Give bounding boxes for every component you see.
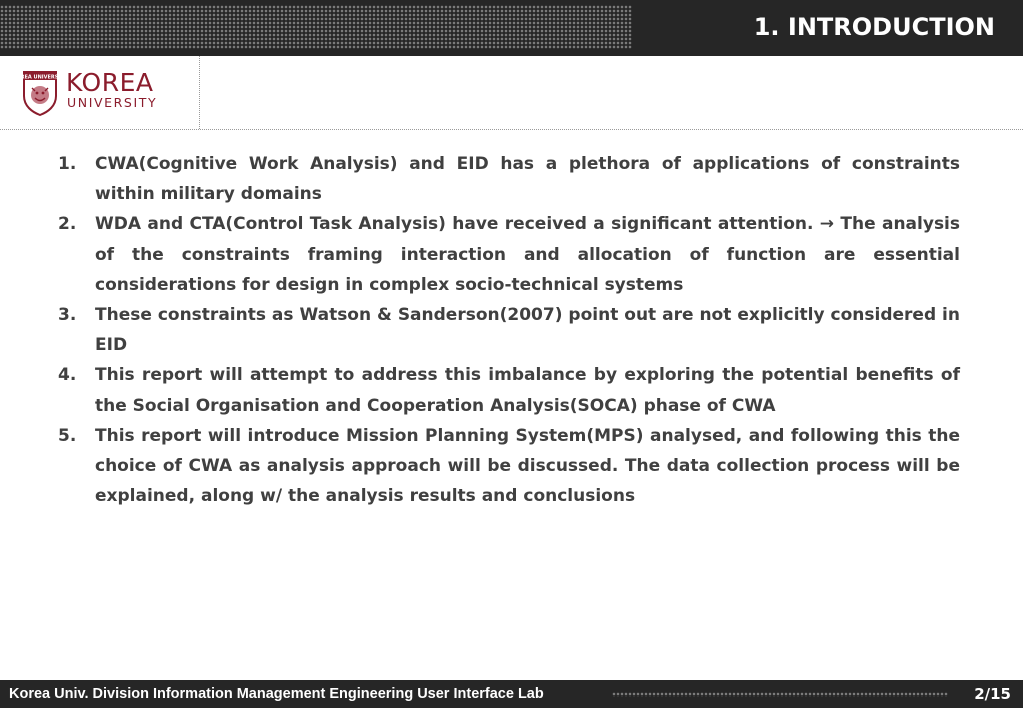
list-item-subtext: The analysis of the constraints framing interaction and allocation of function are essential considerations for design in complex socio-technical systems [95,214,961,295]
crest-text: KOREA UNIVERSITY [12,74,68,81]
list-item-number: 4. [58,365,77,386]
list-item-text: These constraints as Watson & Sanderson(2007) point out are not explicitly considered in EID [95,305,960,356]
footer-bar [0,680,1023,708]
dot-pattern-decoration [0,5,632,49]
introduction-list [58,149,960,511]
list-item-text: This report will attempt to address this imbalance by exploring the potential benefits of the Social Organisation and Cooperation Analysis(SOCA) phase of CWA [95,365,960,416]
list-item [58,421,960,512]
list-item [58,360,960,420]
list-item-text: This report will introduce Mission Planning System(MPS) analysed, and following this the choice of CWA as analysis approach will be discussed. The data collection process will be explained, along w/ the analysis results and conclusions [95,425,960,507]
logo-wordmark-korea: KOREA [66,68,154,97]
university-logo [0,56,200,129]
slide-title: 1. INTRODUCTION [753,13,995,41]
dot-pattern-decoration [612,692,948,697]
list-item-number: 5. [58,425,77,446]
footer-lab-name: Korea Univ. Division Information Management Engineering User Interface Lab [9,686,544,702]
list-item-number: 2. [58,214,77,235]
list-item-number: 1. [58,154,77,174]
logo-wordmark-university: UNIVERSITY [67,95,158,110]
tiger-crest-icon [12,70,68,116]
list-item-text: CWA(Cognitive Work Analysis) and EID has a plethora of applications of constraints within military domains [95,154,960,205]
list-item-text: WDA and CTA(Control Task Analysis) have received a significant attention. [95,214,814,235]
header-band [0,56,1023,130]
list-item-number: 3. [58,305,77,326]
list-item [58,149,960,209]
page-number: 2/15 [974,685,1011,703]
list-item [58,209,960,300]
arrow-right-icon: → [819,214,835,235]
list-item [58,300,960,360]
title-bar [0,0,1023,56]
